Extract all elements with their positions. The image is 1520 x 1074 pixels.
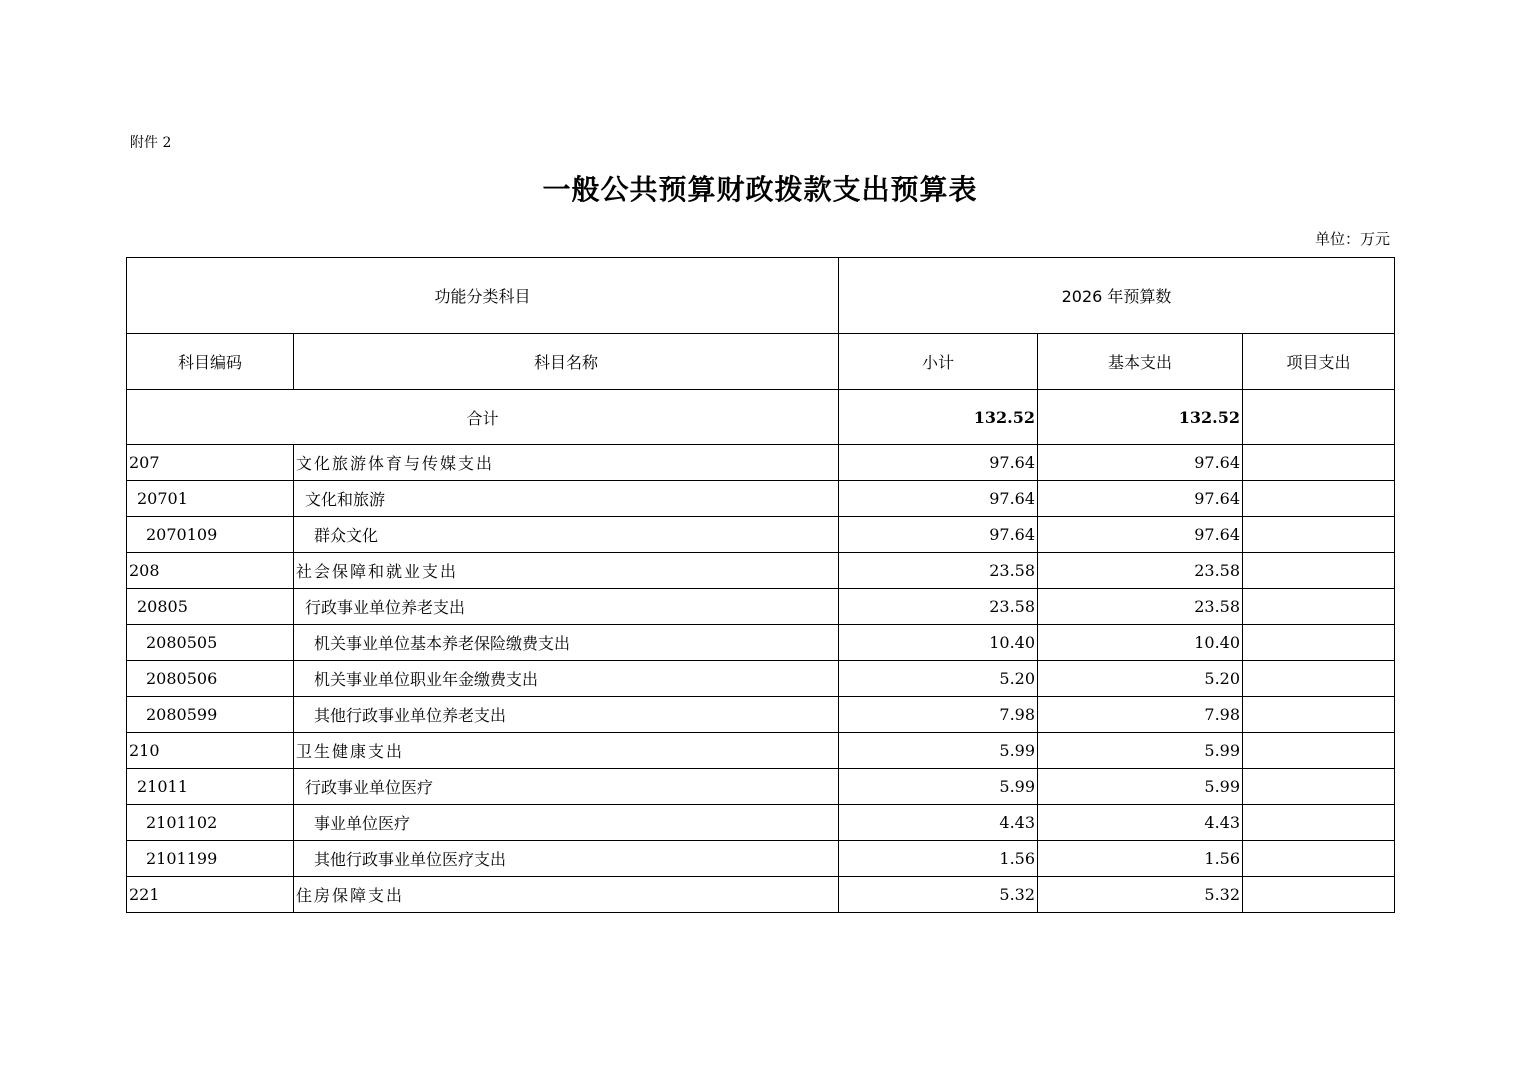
row-code: 2101102 <box>127 805 294 841</box>
name-column-header: 科目名称 <box>294 334 839 390</box>
row-project <box>1243 589 1395 625</box>
row-code: 2080506 <box>127 661 294 697</box>
row-code: 2070109 <box>127 517 294 553</box>
total-row <box>127 390 1395 445</box>
row-subtotal: 5.99 <box>839 769 1038 805</box>
row-basic: 23.58 <box>1038 589 1243 625</box>
row-basic: 5.99 <box>1038 769 1243 805</box>
row-project <box>1243 517 1395 553</box>
row-subtotal: 5.99 <box>839 733 1038 769</box>
row-basic: 10.40 <box>1038 625 1243 661</box>
budget-table <box>126 257 1395 913</box>
row-basic: 97.64 <box>1038 481 1243 517</box>
row-basic: 5.20 <box>1038 661 1243 697</box>
row-basic: 5.99 <box>1038 733 1243 769</box>
table-row <box>127 589 1395 625</box>
row-project <box>1243 805 1395 841</box>
group-header-row <box>127 258 1395 334</box>
row-subtotal: 23.58 <box>839 553 1038 589</box>
table-row <box>127 553 1395 589</box>
row-subtotal: 23.58 <box>839 589 1038 625</box>
row-project <box>1243 625 1395 661</box>
row-name: 社会保障和就业支出 <box>294 553 839 589</box>
code-column-header: 科目编码 <box>127 334 294 390</box>
annex-label: 附件 2 <box>130 135 172 151</box>
total-project <box>1243 390 1395 445</box>
row-project <box>1243 481 1395 517</box>
row-name: 卫生健康支出 <box>294 733 839 769</box>
budget-year-header: 2026 年预算数 <box>839 258 1395 334</box>
row-project <box>1243 661 1395 697</box>
row-project <box>1243 877 1395 913</box>
row-code: 2080599 <box>127 697 294 733</box>
row-subtotal: 1.56 <box>839 841 1038 877</box>
row-code: 2101199 <box>127 841 294 877</box>
total-subtotal: 132.52 <box>839 390 1038 445</box>
total-basic: 132.52 <box>1038 390 1243 445</box>
row-code: 20701 <box>127 481 294 517</box>
row-basic: 7.98 <box>1038 697 1243 733</box>
row-basic: 4.43 <box>1038 805 1243 841</box>
unit-label: 单位：万元 <box>1314 230 1390 248</box>
row-name: 文化旅游体育与传媒支出 <box>294 445 839 481</box>
table-row <box>127 661 1395 697</box>
row-subtotal: 4.43 <box>839 805 1038 841</box>
table-row <box>127 517 1395 553</box>
row-basic: 23.58 <box>1038 553 1243 589</box>
row-subtotal: 97.64 <box>839 481 1038 517</box>
table-row <box>127 877 1395 913</box>
row-name: 机关事业单位基本养老保险缴费支出 <box>294 625 839 661</box>
row-name: 行政事业单位医疗 <box>294 769 839 805</box>
subtotal-column-header: 小计 <box>839 334 1038 390</box>
row-subtotal: 5.20 <box>839 661 1038 697</box>
row-project <box>1243 445 1395 481</box>
row-subtotal: 97.64 <box>839 517 1038 553</box>
row-project <box>1243 841 1395 877</box>
column-header-row <box>127 334 1395 390</box>
total-label: 合计 <box>127 390 839 445</box>
table-row <box>127 625 1395 661</box>
row-name: 事业单位医疗 <box>294 805 839 841</box>
table-row <box>127 697 1395 733</box>
page-title: 一般公共预算财政拨款支出预算表 <box>542 173 978 206</box>
row-project <box>1243 733 1395 769</box>
row-basic: 5.32 <box>1038 877 1243 913</box>
row-subtotal: 97.64 <box>839 445 1038 481</box>
row-subtotal: 7.98 <box>839 697 1038 733</box>
row-name: 群众文化 <box>294 517 839 553</box>
row-name: 行政事业单位养老支出 <box>294 589 839 625</box>
row-project <box>1243 553 1395 589</box>
table-row <box>127 805 1395 841</box>
row-name: 住房保障支出 <box>294 877 839 913</box>
table-row <box>127 445 1395 481</box>
table-row <box>127 769 1395 805</box>
row-name: 机关事业单位职业年金缴费支出 <box>294 661 839 697</box>
function-category-header: 功能分类科目 <box>127 258 839 334</box>
row-code: 221 <box>127 877 294 913</box>
table-row <box>127 733 1395 769</box>
project-column-header: 项目支出 <box>1243 334 1395 390</box>
basic-column-header: 基本支出 <box>1038 334 1243 390</box>
row-code: 210 <box>127 733 294 769</box>
row-code: 20805 <box>127 589 294 625</box>
row-basic: 1.56 <box>1038 841 1243 877</box>
table-row <box>127 841 1395 877</box>
row-code: 208 <box>127 553 294 589</box>
table-row <box>127 481 1395 517</box>
row-basic: 97.64 <box>1038 517 1243 553</box>
row-code: 207 <box>127 445 294 481</box>
row-basic: 97.64 <box>1038 445 1243 481</box>
row-subtotal: 10.40 <box>839 625 1038 661</box>
row-name: 其他行政事业单位医疗支出 <box>294 841 839 877</box>
row-name: 其他行政事业单位养老支出 <box>294 697 839 733</box>
row-project <box>1243 769 1395 805</box>
row-subtotal: 5.32 <box>839 877 1038 913</box>
row-code: 21011 <box>127 769 294 805</box>
row-project <box>1243 697 1395 733</box>
row-name: 文化和旅游 <box>294 481 839 517</box>
row-code: 2080505 <box>127 625 294 661</box>
